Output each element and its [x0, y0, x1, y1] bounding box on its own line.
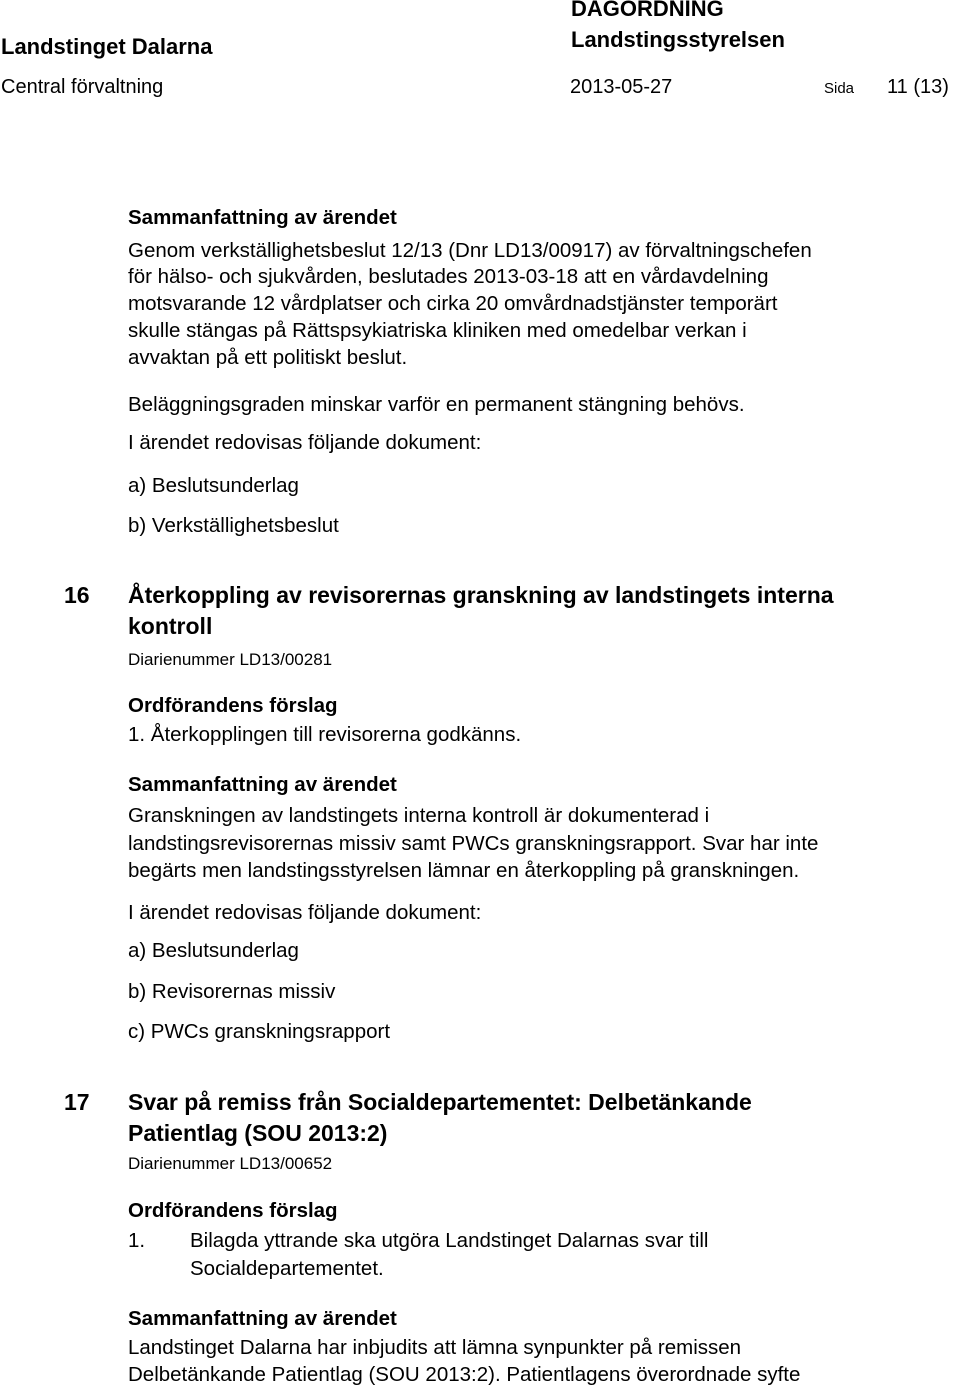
- page-number: 11 (13): [887, 76, 949, 98]
- agenda-item-title: Svar på remiss från Socialdepartementet: Delbetänkande: [128, 1089, 752, 1115]
- occupancy-note: Beläggningsgraden minskar varför en permanent stängning behövs.: [128, 393, 745, 416]
- agenda-item-title: Återkoppling av revisorernas granskning av landstingets interna: [128, 582, 834, 608]
- diarienummer: Diarienummer LD13/00281: [128, 650, 333, 669]
- summary-line: Genom verkställighetsbeslut 12/13 (Dnr LD13/00917) av förvaltningschefen: [128, 239, 812, 262]
- proposal-text: Bilagda yttrande ska utgöra Landstinget Dalarnas svar till: [190, 1229, 709, 1252]
- proposal-text: Socialdepartementet.: [190, 1257, 384, 1280]
- summary-line: avvaktan på ett politiskt beslut.: [128, 346, 408, 369]
- proposal-heading: Ordförandens förslag: [128, 1199, 338, 1222]
- summary-heading: Sammanfattning av ärendet: [128, 1307, 397, 1330]
- page-label: Sida: [824, 80, 855, 97]
- organization-name: Landstinget Dalarna: [1, 34, 213, 59]
- proposal-text: 1. Återkopplingen till revisorerna godkänns.: [128, 723, 522, 746]
- summary-line: landstingsrevisorernas missiv samt PWCs granskningsrapport. Svar har inte: [128, 832, 819, 855]
- committee-name: Landstingsstyrelsen: [571, 27, 785, 52]
- proposal-heading: Ordförandens förslag: [128, 694, 338, 717]
- agenda-item-number: 16: [64, 582, 90, 608]
- agenda-item-title: Patientlag (SOU 2013:2): [128, 1120, 388, 1146]
- agenda-item-number: 17: [64, 1089, 90, 1115]
- document-item: b) Revisorernas missiv: [128, 980, 336, 1003]
- document-item: a) Beslutsunderlag: [128, 474, 299, 497]
- document-item: b) Verkställighetsbeslut: [128, 514, 339, 537]
- document-type: DAGORDNING: [571, 0, 724, 21]
- document-item: c) PWCs granskningsrapport: [128, 1020, 391, 1043]
- summary-line: motsvarande 12 vårdplatser och cirka 20 omvårdnadstjänster temporärt: [128, 292, 778, 315]
- proposal-number: 1.: [128, 1229, 146, 1252]
- summary-line: Landstinget Dalarna har inbjudits att lämna synpunkter på remissen: [128, 1336, 742, 1359]
- diarienummer: Diarienummer LD13/00652: [128, 1154, 333, 1173]
- document-date: 2013-05-27: [570, 76, 673, 98]
- summary-line: skulle stängas på Rättspsykiatriska kliniken med omedelbar verkan i: [128, 319, 747, 342]
- document-item: a) Beslutsunderlag: [128, 939, 299, 962]
- documents-intro: I ärendet redovisas följande dokument:: [128, 901, 482, 924]
- agenda-item-title: kontroll: [128, 613, 213, 639]
- summary-line: för hälso- och sjukvården, beslutades 2013-03-18 att en vårdavdelning: [128, 265, 769, 288]
- summary-heading: Sammanfattning av ärendet: [128, 206, 397, 229]
- summary-line: Delbetänkande Patientlag (SOU 2013:2). Patientlagens överordnade syfte: [128, 1363, 801, 1386]
- summary-heading: Sammanfattning av ärendet: [128, 773, 397, 796]
- summary-line: begärts men landstingsstyrelsen lämnar en återkoppling på granskningen.: [128, 859, 800, 882]
- documents-intro: I ärendet redovisas följande dokument:: [128, 431, 482, 454]
- department-name: Central förvaltning: [1, 76, 164, 98]
- summary-line: Granskningen av landstingets interna kontroll är dokumenterad i: [128, 804, 710, 827]
